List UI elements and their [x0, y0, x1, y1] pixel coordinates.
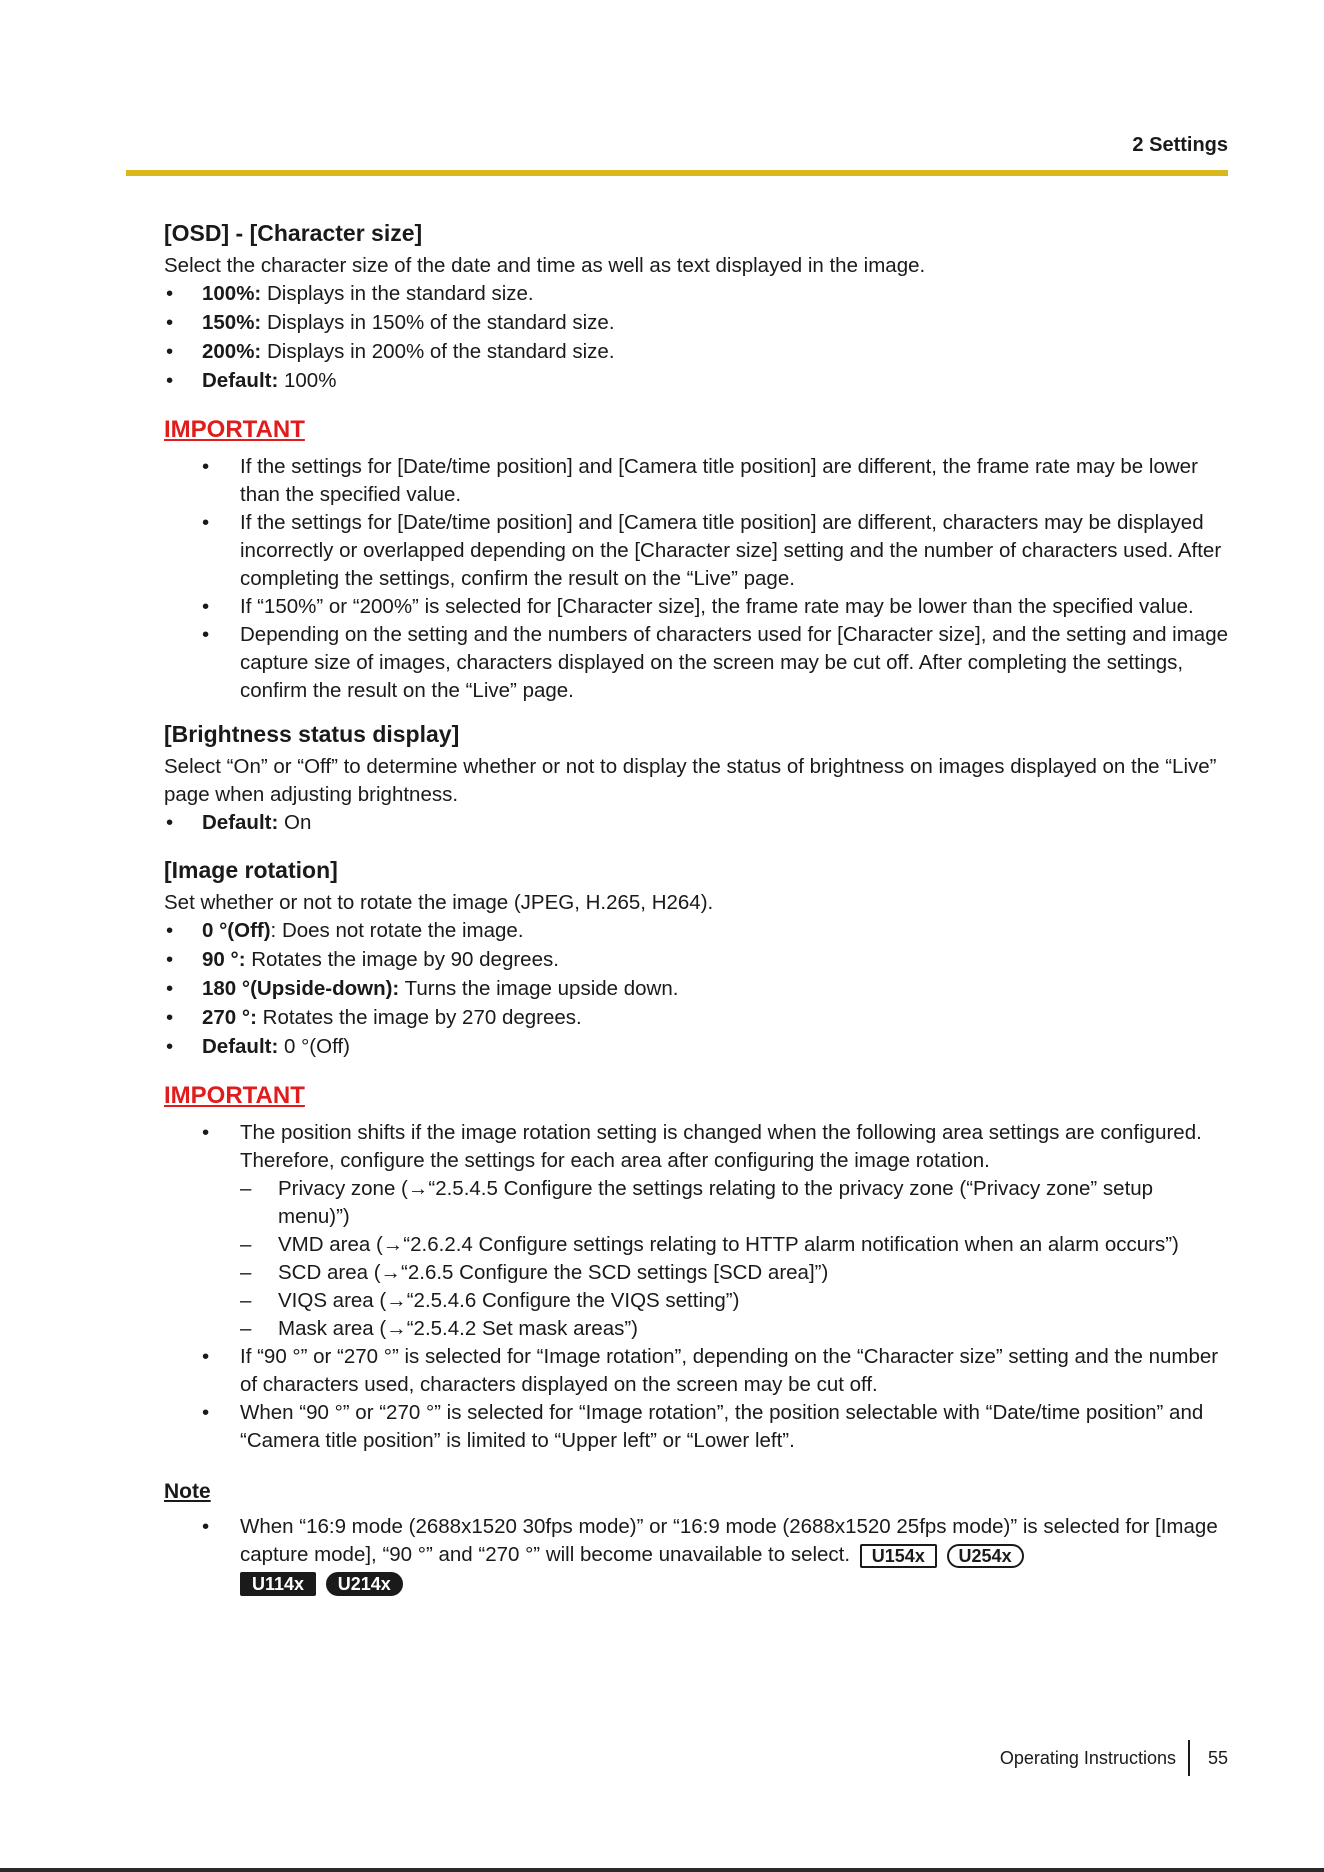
- option-desc: Turns the image upside down.: [399, 977, 679, 1000]
- option-label: 90 °:: [202, 948, 246, 971]
- list-item: [202, 1513, 1230, 1597]
- option-desc: : Does not rotate the image.: [270, 919, 524, 942]
- list-item: [164, 280, 1230, 308]
- page-bottom-edge: [0, 1868, 1324, 1872]
- page-footer: [1000, 1740, 1228, 1776]
- list-item: [164, 309, 1230, 337]
- option-desc: 100%: [278, 369, 337, 392]
- list-item: [164, 975, 1230, 1003]
- option-desc: Rotates the image by 90 degrees.: [245, 948, 559, 971]
- list-item: • Depending on the setting and the numbers of characters used for [Character size], and the setting and image capture size of images, characters displayed on the screen may be cut off. After completing the settings, confirm the result on the “Live” page.: [202, 621, 1230, 705]
- sub-list: [240, 1175, 1230, 1343]
- option-label: Default:: [202, 1035, 279, 1058]
- list-item: • If “90 °” or “270 °” is selected for “Image rotation”, depending on the “Character size” setting and the number of characters used, characters displayed on the screen may be cut off.: [202, 1343, 1230, 1399]
- page-number: 55: [1207, 1747, 1228, 1768]
- option-label: 150%:: [202, 311, 262, 334]
- sub-list-item: – Privacy zone (→“2.5.4.5 Configure the settings relating to the privacy zone (“Privacy zone” setup menu)”): [240, 1175, 1230, 1231]
- model-badge: U154x: [860, 1544, 937, 1568]
- footer-label: Operating Instructions: [999, 1747, 1176, 1768]
- note-list: [164, 1513, 1230, 1597]
- important-list: [164, 1119, 1230, 1455]
- option-desc: Displays in the standard size.: [261, 282, 534, 305]
- section-osd-character-size: [164, 218, 1230, 395]
- list-item: • When “90 °” or “270 °” is selected for “Image rotation”, the position selectable with “Date/time position” and “Camera title position” is limited to “Upper left” or “Lower left”.: [202, 1399, 1230, 1455]
- note-text: When “16:9 mode (2688x1520 30fps mode)” or “16:9 mode (2688x1520 25fps mode)” is selected for [Image capture mode], “90 °” and “270 °” will become unavailable to select.: [240, 1515, 1218, 1566]
- list-item-text: The position shifts if the image rotation setting is changed when the following area settings are configured. Therefore, configure the settings for each area after configuring the image rotation.: [240, 1121, 1202, 1172]
- section-heading: [Image rotation]: [164, 857, 338, 883]
- list-item: [164, 1033, 1230, 1061]
- section-intro: Set whether or not to rotate the image (JPEG, H.265, H264).: [164, 891, 714, 914]
- page-content: [164, 218, 1230, 1611]
- option-label: 0 °(Off): [202, 919, 271, 942]
- list-item: [164, 1004, 1230, 1032]
- list-item: • If “150%” or “200%” is selected for [Character size], the frame rate may be lower than the specified value.: [202, 593, 1230, 621]
- section-image-rotation: [164, 855, 1230, 1061]
- sub-list-item: – SCD area (→“2.6.5 Configure the SCD settings [SCD area]”): [240, 1259, 1230, 1287]
- list-item: [164, 338, 1230, 366]
- option-list: [164, 917, 1230, 1061]
- footer-separator: [1188, 1740, 1190, 1776]
- sub-list-item: – VMD area (→“2.6.2.4 Configure settings relating to HTTP alarm notification when an alarm occurs”): [240, 1231, 1230, 1259]
- chapter-title: 2 Settings: [1132, 134, 1228, 156]
- option-desc: Displays in 200% of the standard size.: [261, 340, 615, 363]
- important-block: [164, 1079, 1230, 1455]
- option-desc: 0 °(Off): [278, 1035, 350, 1058]
- option-list: [164, 280, 1230, 395]
- option-list: [164, 809, 1230, 837]
- section-heading: [Brightness status display]: [164, 721, 460, 747]
- option-label: 200%:: [202, 340, 262, 363]
- important-list: [164, 453, 1230, 705]
- note-block: [164, 1469, 1230, 1597]
- header-rule: [126, 170, 1228, 176]
- option-desc: Rotates the image by 270 degrees.: [256, 1006, 582, 1029]
- option-label: Default:: [202, 811, 279, 834]
- option-label: 100%:: [202, 282, 262, 305]
- list-item: • If the settings for [Date/time position] and [Camera title position] are different, characters may be displayed incorrectly or overlapped depending on the [Character size] setting and the number of characters used. After completing the settings, confirm the result on the “Live” page.: [202, 509, 1230, 593]
- section-intro: Select “On” or “Off” to determine whether or not to display the status of brightness on images displayed on the “Live” page when adjusting brightness.: [164, 755, 1217, 806]
- important-label: IMPORTANT: [164, 1082, 305, 1109]
- list-item: [164, 917, 1230, 945]
- section-brightness-status: [164, 719, 1230, 837]
- list-item: [164, 946, 1230, 974]
- option-label: 270 °:: [202, 1006, 257, 1029]
- sub-list-item: – VIQS area (→“2.5.4.6 Configure the VIQS setting”): [240, 1287, 1230, 1315]
- list-item: [164, 809, 1230, 837]
- option-desc: Displays in 150% of the standard size.: [261, 311, 615, 334]
- option-label: Default:: [202, 369, 279, 392]
- list-item: [164, 367, 1230, 395]
- model-badge: U254x: [947, 1544, 1024, 1568]
- model-badge: U214x: [326, 1572, 403, 1596]
- list-item: [202, 1119, 1230, 1343]
- option-desc: On: [278, 811, 312, 834]
- important-label: IMPORTANT: [164, 416, 305, 443]
- important-block: [164, 413, 1230, 705]
- option-label: 180 °(Upside-down):: [202, 977, 400, 1000]
- model-badge: U114x: [240, 1572, 316, 1596]
- section-intro: Select the character size of the date and time as well as text displayed in the image.: [164, 254, 926, 277]
- section-heading: [OSD] - [Character size]: [164, 220, 423, 246]
- sub-list-item: – Mask area (→“2.5.4.2 Set mask areas”): [240, 1315, 1230, 1343]
- list-item: • If the settings for [Date/time position] and [Camera title position] are different, the frame rate may be lower than the specified value.: [202, 453, 1230, 509]
- note-label: Note: [164, 1480, 211, 1503]
